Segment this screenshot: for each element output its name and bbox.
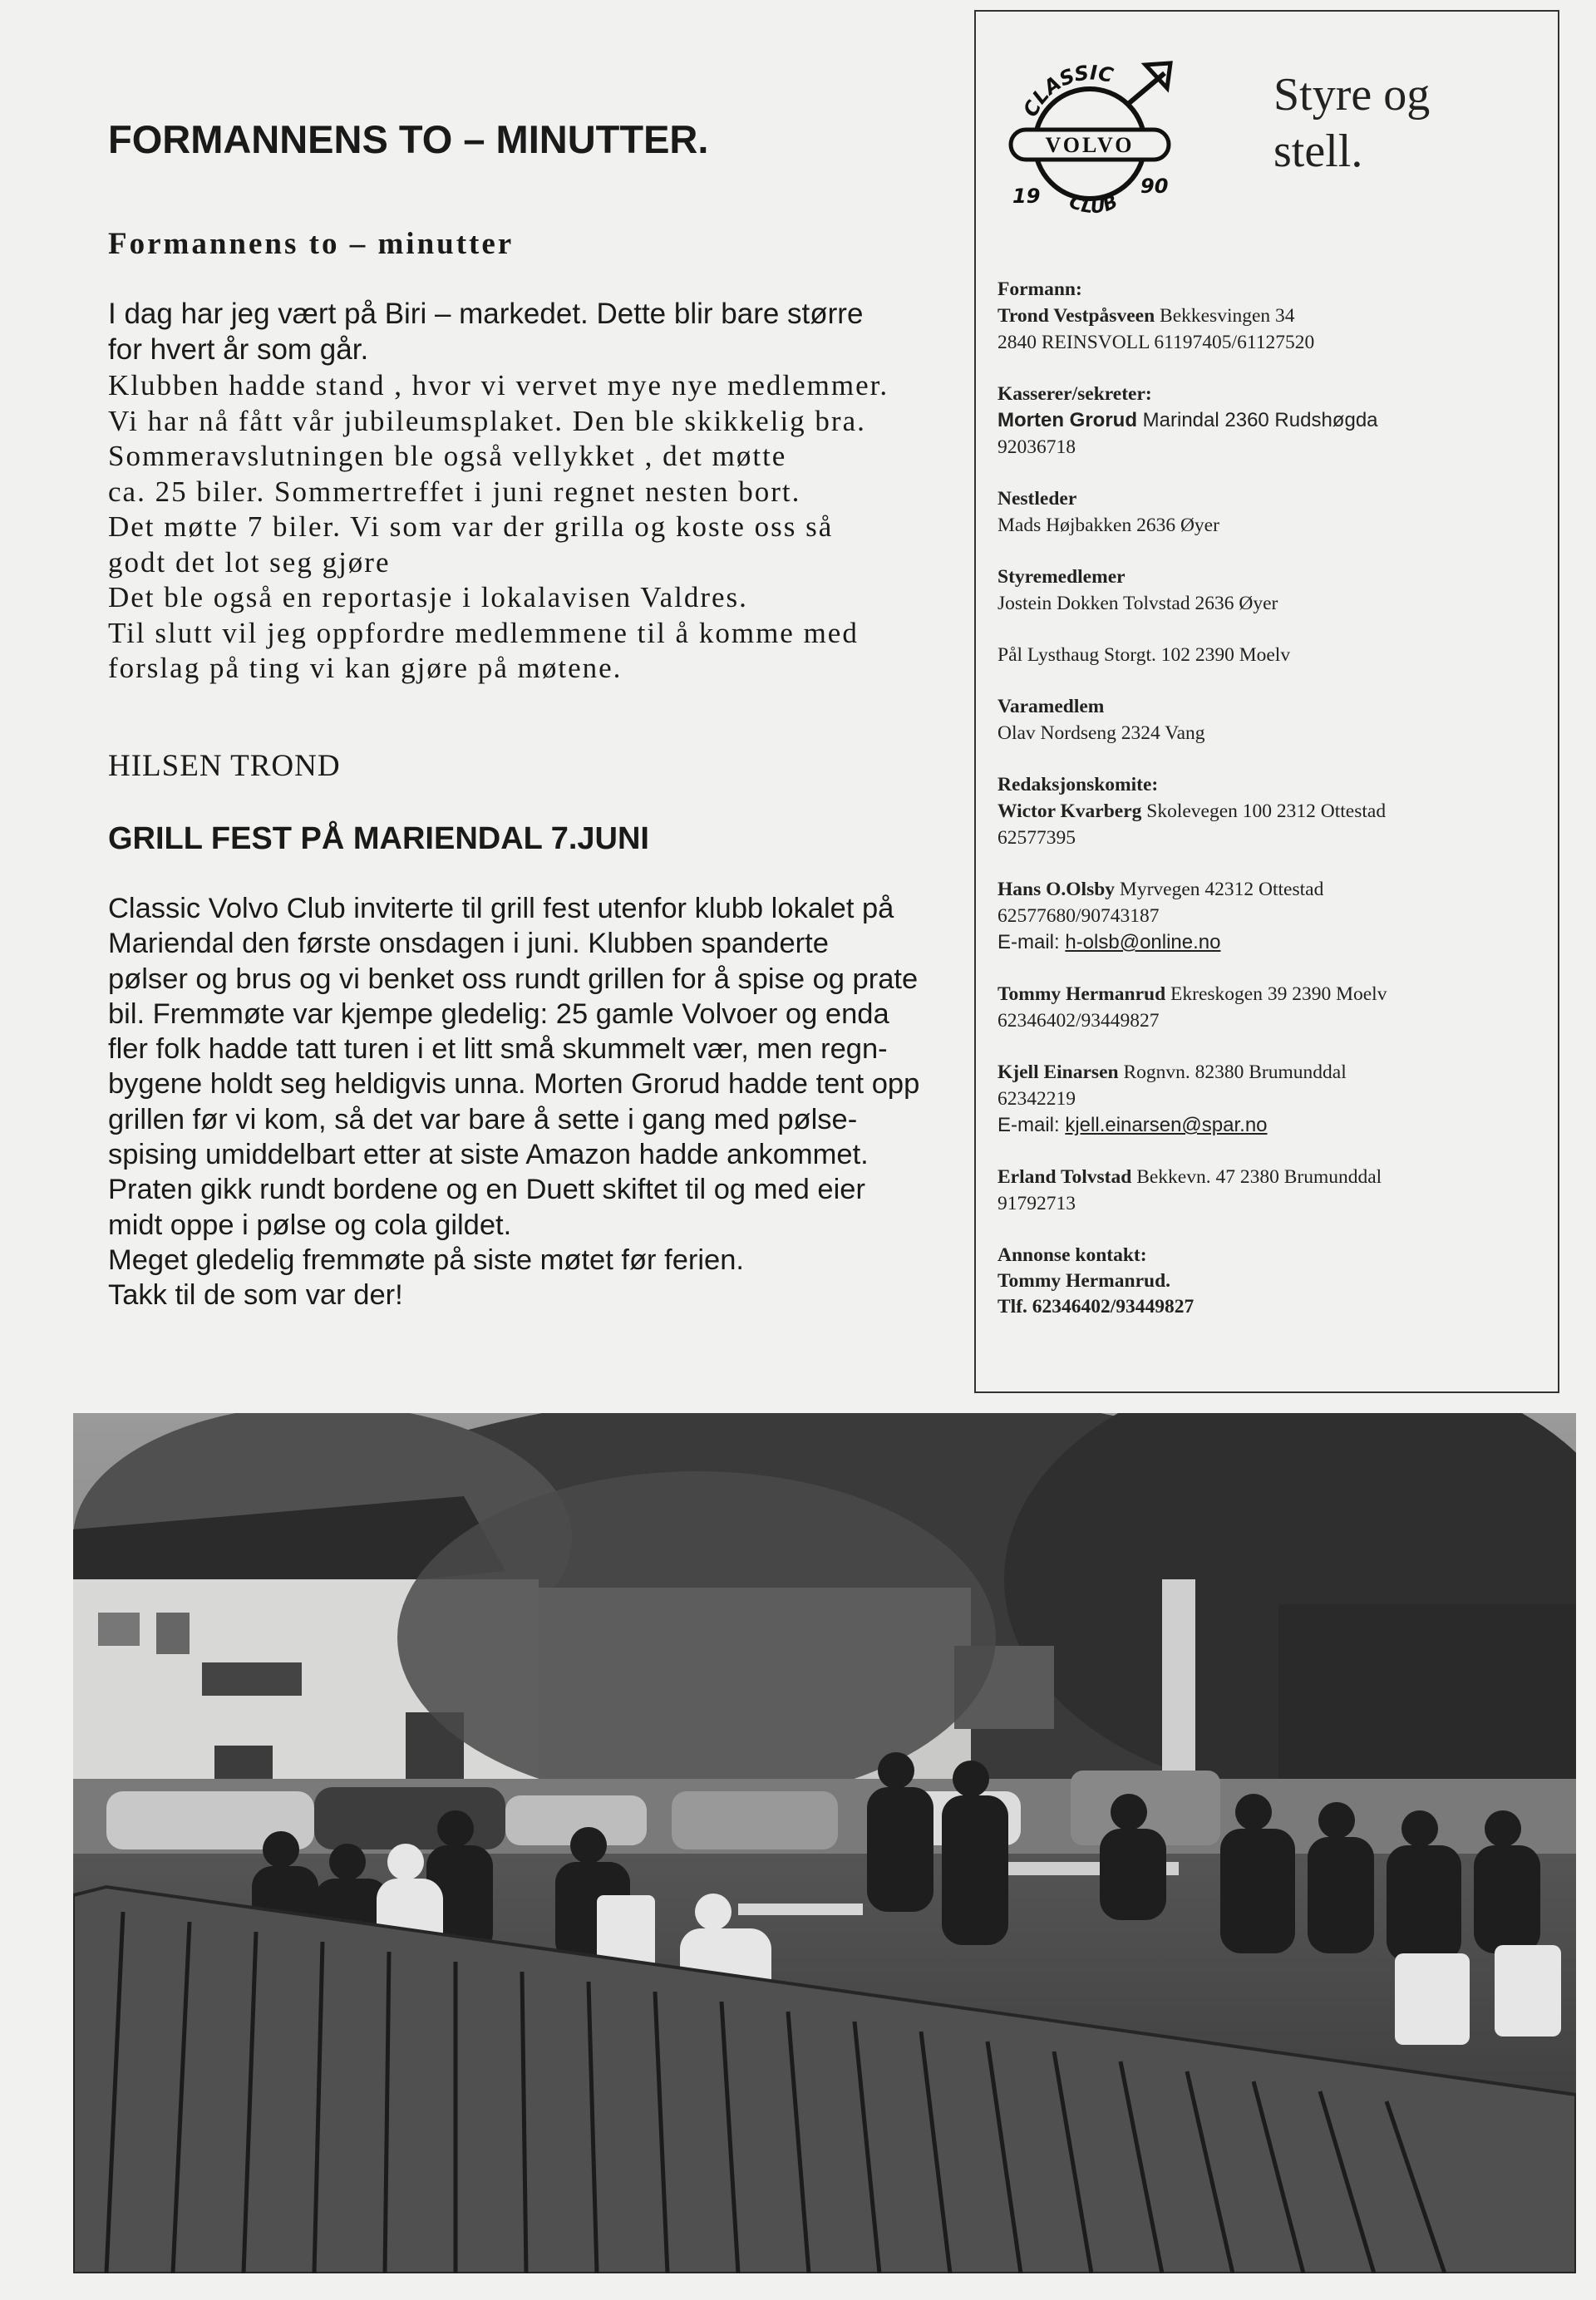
member-address: Marindal 2360 Rudshøgda	[1137, 409, 1378, 431]
intro-line: for hvert år som går.	[108, 333, 369, 366]
intro-line: I dag har jeg vært på Biri – markedet. Dette blir bare større	[108, 298, 864, 330]
member-role: Kasserer/sekreter:	[998, 383, 1152, 405]
member-role: Styremedlemer	[998, 566, 1126, 588]
member-email-link[interactable]: kjell.einarsen@spar.no	[1065, 1114, 1268, 1136]
logo-year-left: 19	[1012, 185, 1041, 208]
board-member	[998, 642, 1546, 668]
article-intro	[108, 296, 948, 367]
board-heading	[1273, 66, 1506, 180]
grill-party-photo	[73, 1413, 1576, 2273]
grill-line: fler folk hadde tatt turen i et litt små skummelt vær, men regn-	[108, 1033, 888, 1066]
member-phone: 62577680/90743187	[998, 905, 1160, 927]
grill-line: Meget gledelig fremmøte på siste møtet før ferien.	[108, 1244, 745, 1276]
member-name-address	[998, 981, 1546, 1007]
article-body	[108, 368, 973, 687]
logo-bottom-text: CLUB	[1066, 191, 1121, 219]
section-title: GRILL FEST PÅ MARIENDAL 7.JUNI	[108, 821, 649, 856]
body-line: Klubben hadde stand , hvor vi vervet mye nye medlemmer.	[108, 369, 889, 401]
member-email-row	[998, 1112, 1546, 1139]
member-name-address	[998, 1164, 1546, 1190]
member-phone: 62577395	[998, 827, 1076, 849]
member-address: Bekkevn. 47 2380 Brumunddal	[1131, 1166, 1382, 1188]
member-role: Formann:	[998, 278, 1082, 300]
member-role: Nestleder	[998, 488, 1077, 510]
board-member	[998, 564, 1546, 617]
board-info-box	[974, 10, 1559, 1393]
grill-line: Takk til de som var der!	[108, 1279, 403, 1312]
logo-top-text: CLASSIC	[1018, 61, 1116, 121]
body-line: godt det lot seg gjøre	[108, 545, 391, 579]
member-name-address	[998, 407, 1546, 434]
member-address: Mads Højbakken 2636 Øyer	[998, 515, 1219, 536]
member-phone: 91792713	[998, 1193, 1076, 1214]
grill-line: grillen før vi kom, så det var bare å sette i gang med pølse-	[108, 1103, 858, 1135]
body-line: Det møtte 7 biler. Vi som var der grilla og koste oss så	[108, 510, 834, 543]
logo-year-right: 90	[1140, 175, 1169, 198]
member-phone: 62346402/93449827	[998, 1010, 1160, 1032]
member-name: Erland Tolvstad	[998, 1166, 1132, 1188]
board-member	[998, 1242, 1546, 1320]
board-heading-line: stell.	[1273, 126, 1363, 177]
member-name: Kjell Einarsen	[998, 1061, 1119, 1083]
grill-line: Praten gikk rundt bordene og en Duett skiftet til og med eier	[108, 1174, 865, 1206]
body-line: Vi har nå fått vår jubileumsplaket. Den ble skikkelig bra.	[108, 404, 866, 437]
member-name-address	[998, 642, 1546, 668]
board-member	[998, 771, 1546, 851]
grill-line: bygene holdt seg heldigvis unna. Morten Grorud hadde tent opp	[108, 1068, 920, 1101]
member-name: Tommy Hermanrud.	[998, 1270, 1171, 1292]
member-email-link[interactable]: h-olsb@online.no	[1065, 931, 1221, 953]
member-email-row	[998, 929, 1546, 956]
member-role: Redaksjonskomite:	[998, 774, 1159, 795]
member-phone: 92036718	[998, 436, 1076, 458]
board-member	[998, 381, 1546, 460]
member-name: Wictor Kvarberg	[998, 800, 1142, 822]
email-label: E-mail:	[998, 1114, 1066, 1136]
body-line: forslag på ting vi kan gjøre på møtene.	[108, 652, 623, 684]
grill-line: Mariendal den første onsdagen i juni. Klubben spanderte	[108, 928, 829, 960]
member-name-address	[998, 590, 1546, 617]
member-address: Olav Nordseng 2324 Vang	[998, 722, 1205, 744]
member-role: Varamedlem	[998, 696, 1105, 717]
body-line: Det ble også en reportasje i lokalavisen Valdres.	[108, 581, 748, 613]
member-name: Trond Vestpåsveen	[998, 305, 1155, 327]
grill-line: bil. Fremmøte var kjempe gledelig: 25 gamle Volvoer og enda	[108, 997, 889, 1030]
body-line: ca. 25 biler. Sommertreffet i juni regnet nesten bort.	[108, 475, 801, 508]
member-address: Bekkesvingen 34	[1155, 305, 1295, 327]
classic-volvo-club-logo	[994, 40, 1185, 231]
grill-article-body	[108, 891, 964, 1313]
grill-line: Classic Volvo Club inviterte til grill fest utenfor klubb lokalet på	[108, 893, 894, 924]
member-phone: 2840 REINSVOLL 61197405/61127520	[998, 332, 1315, 353]
grill-line: pølser og brus og vi benket oss rundt grillen for å spise og prate	[108, 963, 919, 995]
member-phone: 62342219	[998, 1088, 1076, 1110]
member-name: Tommy Hermanrud	[998, 983, 1166, 1005]
member-address: Ekreskogen 39 2390 Moelv	[1165, 983, 1387, 1005]
member-name: Morten Grorud	[998, 409, 1137, 431]
board-member	[998, 1164, 1546, 1217]
member-address: Skolevegen 100 2312 Ottestad	[1141, 800, 1387, 822]
board-member	[998, 276, 1546, 356]
member-address: Jostein Dokken Tolvstad 2636 Øyer	[998, 593, 1278, 614]
member-address: Myrvegen 42312 Ottestad	[1115, 879, 1324, 900]
article-subtitle: Formannens to – minutter	[108, 227, 515, 261]
ad-contact-phone: Tlf. 62346402/93449827	[998, 1296, 1195, 1317]
member-name-address	[998, 1268, 1546, 1293]
board-member	[998, 485, 1546, 539]
photo-illustration	[73, 1413, 1576, 2273]
logo-volvo-text: VOLVO	[1045, 133, 1135, 157]
board-member	[998, 981, 1546, 1034]
member-name-address	[998, 1059, 1546, 1086]
member-role: Annonse kontakt:	[998, 1244, 1147, 1266]
member-name-address	[998, 720, 1546, 746]
member-name: Hans O.Olsby	[998, 879, 1116, 900]
board-member	[998, 693, 1546, 746]
body-line: Sommeravslutningen ble også vellykket , det møtte	[108, 440, 787, 472]
member-address: Pål Lysthaug Storgt. 102 2390 Moelv	[998, 644, 1291, 666]
grill-line: spising umiddelbart etter at siste Amazon hadde ankommet.	[108, 1139, 869, 1171]
signature-greeting: HILSEN TROND	[108, 749, 341, 783]
board-member	[998, 876, 1546, 956]
board-heading-line: Styre og	[1273, 69, 1431, 121]
member-name-address	[998, 798, 1546, 825]
page-title: FORMANNENS TO – MINUTTER.	[108, 117, 709, 161]
member-name-address	[998, 512, 1546, 539]
board-member-list	[998, 276, 1546, 1345]
member-name-address	[998, 876, 1546, 903]
member-name-address	[998, 303, 1546, 329]
email-label: E-mail:	[998, 931, 1066, 953]
body-line: Til slutt vil jeg oppfordre medlemmene til å komme med	[108, 616, 859, 649]
member-address: Rognvn. 82380 Brumunddal	[1118, 1061, 1347, 1083]
board-member	[998, 1059, 1546, 1139]
grill-line: midt oppe i pølse og cola gildet.	[108, 1209, 512, 1241]
